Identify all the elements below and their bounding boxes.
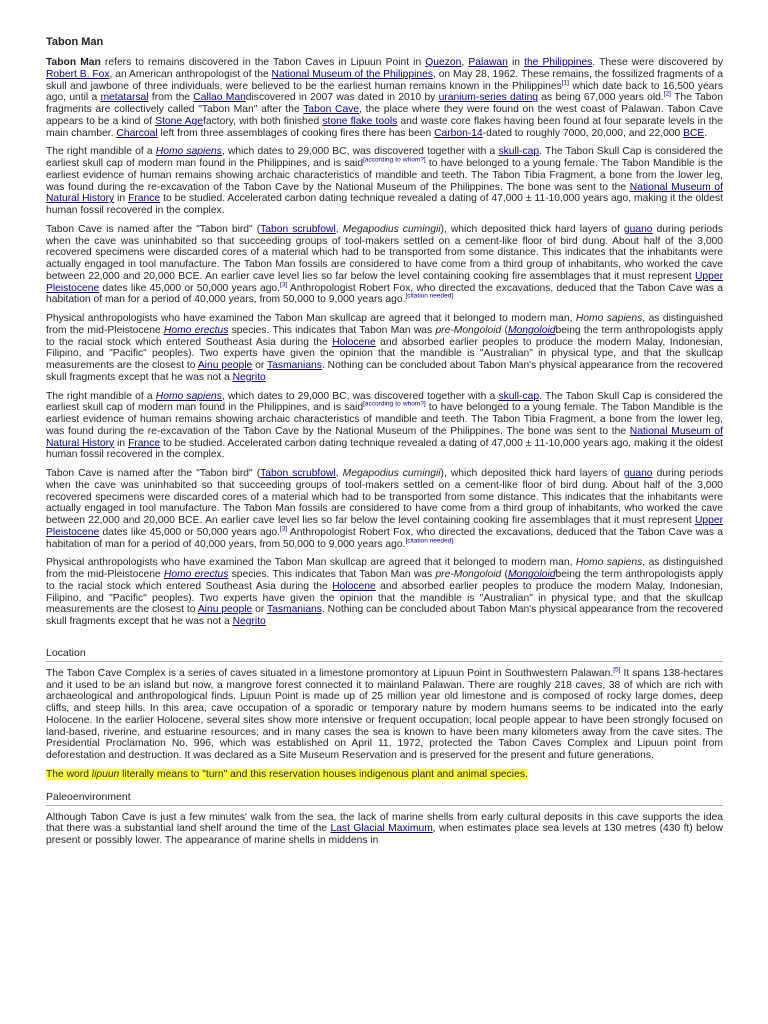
text-run: Anthropologist Robert Fox, who directed the excavations, deduced that the Tabon Cave was a habitation of man for a period of 40,000 years, from 50,000 to 9,000 years ago. — [46, 282, 723, 306]
paragraph — [46, 468, 723, 550]
text-run: -dated to roughly 7000, 20,000, and 22,000 — [482, 127, 684, 139]
link-negrito[interactable]: Negrito — [232, 616, 266, 627]
text-run: The right mandible of a — [46, 390, 156, 402]
citation-link[interactable]: [5] — [613, 666, 621, 674]
link-tasmanians[interactable]: Tasmanians — [266, 604, 322, 616]
text-run: The right mandible of a — [46, 146, 156, 158]
text-run: in — [507, 57, 525, 68]
text-run: to have belonged to a young female. The Tabon Mandible is the earliest evidence of human remains showing archaic characteristics of mandible and teeth. The Tabon Tibia Fragment, a bone from the lower leg, was found during the re-excavation of the Tabon Cave by the National Museum of the Philippines. The bone was sent to the — [46, 158, 723, 193]
link-tabon-cave[interactable]: Tabon Cave — [303, 104, 360, 115]
text-run: dates like 45,000 or 50,000 years ago. — [99, 282, 281, 294]
text-run: Physical anthropologists who have examined the Tabon Man skullcap are agreed that it belonged to modern man, — [46, 557, 576, 569]
text-run: ( — [501, 569, 508, 580]
italic-text: Homo sapiens — [575, 313, 643, 324]
text-run: , which dates to 29,000 BC, was discovered together with a — [221, 146, 499, 158]
text-highlight — [46, 769, 528, 780]
text-run: in — [114, 193, 129, 205]
link-homo-erectus[interactable]: Homo erectus — [163, 324, 229, 336]
text-run: , which dates to 29,000 BC, was discovered together with a — [221, 390, 499, 402]
text-run: , the place where they were found on the west coast of Palawan. Tabon Cave appears to be a kind of — [46, 104, 723, 127]
link-guano[interactable]: guano — [623, 223, 653, 235]
text-run: as being 67,000 years old. — [538, 92, 664, 104]
link-tabon-scrubfowl[interactable]: Tabon scrubfowl — [260, 223, 336, 235]
text-run: to have belonged to a young female. The Tabon Mandible is the earliest evidence of human remains showing archaic characteristics of mandible and teeth. The Tabon Tibia Fragment, a bone from the lower leg, was found during the re-excavation of the Tabon Cave by the National Museum of the Philippines. The bone was sent to the — [46, 402, 723, 437]
citation-link[interactable]: [according to whom?] — [363, 400, 426, 408]
text-run: . The Tabon Skull Cap is considered the earliest skull cap of modern man found in the Philippines, and is said — [46, 390, 723, 414]
link-tabon-scrubfowl[interactable]: Tabon scrubfowl — [260, 468, 336, 479]
link-charcoal[interactable]: Charcoal — [116, 127, 158, 139]
link-last-glacial-maximum[interactable]: Last Glacial Maximum — [330, 823, 433, 835]
paragraph — [46, 313, 723, 384]
text-run: Although Tabon Cave is just a few minutes' walk from the sea, the lack of marine shells from early cultural deposits in this cave supports the idea that there was a substantial land shelf around the time of the — [46, 811, 723, 835]
link-mongoloid[interactable]: Mongoloid — [507, 324, 556, 336]
text-run: left from three assemblages of cooking fires there has been — [157, 127, 435, 139]
text-run: , — [335, 223, 343, 235]
link-negrito[interactable]: Negrito — [232, 371, 266, 383]
highlighted-paragraph — [46, 769, 723, 781]
text-run: to be studied. Accelerated carbon dating technique revealed a dating of 47,000 ± 11-10,000 years ago, making it the oldest human fossil recovered in the complex. — [46, 437, 723, 461]
article-page — [46, 36, 723, 854]
text-run: , — [335, 468, 343, 479]
citation-link[interactable]: [2] — [663, 90, 671, 98]
link-homo-sapiens[interactable]: Homo sapiens — [155, 146, 222, 158]
text-run: Physical anthropologists who have examined the Tabon Man skullcap are agreed that it belonged to modern man, — [46, 313, 576, 324]
text-run: or — [252, 604, 267, 616]
citation-link[interactable]: [citation needed] — [405, 537, 454, 545]
link-france[interactable]: France — [128, 193, 161, 205]
italic-text: pre-Mongoloid — [435, 324, 502, 336]
link-skull-cap[interactable]: skull-cap — [498, 146, 540, 158]
link-holocene[interactable]: Holocene — [332, 580, 376, 592]
link-national-museum-of-natural-history[interactable]: National Museum of Natural History — [46, 181, 723, 205]
text-run: ( — [501, 324, 508, 336]
page-title: Tabon Man — [46, 36, 104, 48]
paragraph — [46, 557, 723, 628]
link-holocene[interactable]: Holocene — [332, 336, 376, 348]
link-tasmanians[interactable]: Tasmanians — [266, 360, 322, 371]
text-run: ), which deposited thick hard layers of — [440, 468, 624, 479]
link-skull-cap[interactable]: skull-cap — [498, 390, 540, 402]
link-metatarsal[interactable]: metatarsal — [100, 92, 149, 104]
text-run: being the term anthropologists apply to the racial stock which entered Southeast Asia during the — [46, 569, 724, 592]
paragraph — [46, 57, 723, 139]
text-run: which date back to 16,500 years ago, until a — [46, 80, 723, 104]
text-run: being the term anthropologists apply to the racial stock which entered Southeast Asia during the — [46, 324, 724, 348]
link-robert-b-fox[interactable]: Robert B. Fox — [46, 68, 110, 80]
text-run: from the — [148, 92, 194, 104]
italic-text: Megapodius cumingii — [342, 468, 441, 479]
link-upper-pleistocene[interactable]: Upper Pleistocene — [46, 515, 723, 538]
link-callao-man[interactable]: Callao Man — [193, 92, 246, 104]
text-run: . Nothing can be concluded about Tabon Man's physical appearance from the recovered skull fragments except that he was not a — [46, 604, 724, 627]
text-run: during periods when the cave was uninhabited so that succeeding groups of tool-makers settled on a cement-like floor of bird dung. About half of the 3,000 recovered specimens were discarded cores of a material which had to be transported from some distance. This indicates that the inhabitants were actually engaged in tool manufacture. The Tabon Man fossils are considered to have come from a third group of inhabitants, who worked the cave between 22,000 and 20,000 BCE. An earlier cave level lies so far below the level containing cooking fire assemblages that it must represent — [46, 468, 723, 526]
link-stone-flake-tools[interactable]: stone flake tools — [322, 115, 398, 127]
text-run: , as distinguished from the mid-Pleistocene — [46, 313, 723, 336]
citation-link[interactable]: [1] — [561, 79, 569, 87]
text-run: , on May 28, 1962. These remains, the fossilized fragments of a skull and jawbone of three individuals, were believed to be the earliest human remains known in the Philippines — [46, 68, 723, 92]
text-run: dates like 45,000 or 50,000 years ago. — [99, 526, 281, 538]
text-run: , an American anthropologist of the — [109, 68, 272, 80]
paragraph — [46, 224, 723, 306]
italic-text: Megapodius cumingii — [342, 223, 441, 235]
bold-term: Tabon Man — [46, 57, 101, 68]
italic-text: pre-Mongoloid — [435, 569, 502, 580]
link-ainu-people[interactable]: Ainu people — [197, 604, 253, 616]
link-the-philippines[interactable]: the Philippines — [524, 57, 593, 68]
text-run: . These were discovered by — [592, 57, 723, 68]
paragraph — [46, 668, 723, 762]
text-run: The Tabon Cave Complex is a series of caves situated in a limestone promontory at Lipuun Point in Southwestern Palawan. — [46, 667, 614, 679]
paragraph — [46, 146, 723, 217]
link-national-museum-of-natural-history[interactable]: National Museum of Natural History — [46, 425, 723, 449]
link-homo-sapiens[interactable]: Homo sapiens — [155, 390, 222, 402]
link-uranium-series-dating[interactable]: uranium-series dating — [438, 92, 539, 104]
text-run: The word — [46, 768, 92, 780]
text-run: . Nothing can be concluded about Tabon Man's physical appearance from the recovered skull fragments except that he was not a — [46, 360, 724, 383]
link-homo-erectus[interactable]: Homo erectus — [163, 569, 229, 580]
text-run: , when estimates place sea levels at 130 metres (430 ft) below present or possibly lower. The appearance of marine shells in middens in — [46, 823, 724, 846]
text-run: and absorbed earlier peoples to produce the modern Malay, Indonesian, Filipino, and "Pacific" peoples). Two experts have given the opinion that the mandible is "Australian" in physical type, and that the skullcap measurements are the closest to — [46, 336, 723, 371]
text-run: . The Tabon Skull Cap is considered the earliest skull cap of modern man found in the Philippines, and is said — [46, 146, 723, 169]
link-france[interactable]: France — [128, 437, 161, 449]
text-run: species. This indicates that Tabon Man was — [228, 569, 436, 580]
text-run: to be studied. Accelerated carbon dating technique revealed a dating of 47,000 ± 11-10,000 years ago, making it the oldest human fossil recovered in the complex. — [46, 193, 723, 216]
paragraph — [46, 391, 723, 462]
link-quezon[interactable]: Quezon — [425, 57, 462, 68]
text-run: Tabon Cave is named after the "Tabon bird" ( — [46, 468, 261, 479]
link-stone-age[interactable]: Stone Age — [155, 115, 203, 127]
italic-text: Homo sapiens — [575, 557, 643, 569]
text-run: during periods when the cave was uninhabited so that succeeding groups of tool-makers settled on a cement-like floor of bird dung. About half of the 3,000 recovered specimens were discarded cores of a material which had to be transported from some distance. This indicates that the inhabitants were actually engaged in tool manufacture. The Tabon Man fossils are considered to have come from a third group of inhabitants, who worked the cave between 22,000 and 20,000 BCE. An earlier cave level lies so far below the level containing cooking fire assemblages that it must represent — [46, 223, 723, 282]
text-run: literally means to "turn" and this reservation houses indigenous plant and animal species. — [119, 768, 528, 780]
text-run: It spans 138-hectares and it used to be an island but now, a mangrove forest connected it to mainland Palawan. There are roughly 218 caves, 38 of which are rich with archaeological and anthropological finds. Lipuun Point is made up of 25 million year old limestone and is composed of rocky large domes, deep cliffs, and steep hills. In this area, cave occupation of a sporadic or temporary nature by modern humans seems to be indicated into the early Holocene. In the earlier Holocene, several sites show more intensive or frequent occupation; local people appear to have been strongly focused on land-based, riverine, and estuarine resources; and in many cases the sea is known to have been many kilometers away from the cave sites. The Presidential Proclamation No. 996, which was established on April 11, 1972, protected the Tabon Caves Complex and Lipuun point from deforestation and destruction. It was declared as a Site Museum Reservation and is preserved for the present and future generations. — [46, 667, 723, 761]
text-run: , as distinguished from the mid-Pleistocene — [46, 557, 723, 580]
text-run: in — [114, 437, 129, 449]
text-run: factory, with both finished — [203, 115, 323, 127]
link-ainu-people[interactable]: Ainu people — [197, 360, 253, 371]
text-run: Anthropologist Robert Fox, who directed the excavations, deduced that the Tabon Cave was a habitation of man for a period of 40,000 years, from 50,000 to 9,000 years ago. — [46, 526, 723, 550]
section-heading-paleoenvironment: Paleoenvironment — [46, 791, 723, 806]
link-national-museum-of-the-philippines[interactable]: National Museum of the Philippines — [271, 68, 433, 80]
link-bce[interactable]: BCE — [683, 127, 705, 139]
italic-text: lipuun — [91, 768, 120, 780]
citation-link[interactable]: [according to whom?] — [363, 156, 426, 164]
text-run: or — [252, 360, 267, 371]
citation-link[interactable]: [3] — [280, 281, 288, 289]
citation-link[interactable]: [citation needed] — [405, 292, 454, 300]
paragraph — [46, 812, 723, 847]
text-run: and waste core flakes having been found at four separate levels in the main chamber. — [46, 115, 723, 139]
text-run: refers to remains discovered in the Tabon Caves in Lipuun Point in — [100, 57, 426, 68]
citation-link[interactable]: [3] — [280, 525, 288, 533]
link-upper-pleistocene[interactable]: Upper Pleistocene — [46, 270, 723, 294]
link-mongoloid[interactable]: Mongoloid — [507, 569, 556, 580]
text-run: The Tabon fragments are collectively called "Tabon Man" after the — [46, 92, 723, 115]
text-run: species. This indicates that Tabon Man was — [228, 324, 436, 336]
text-run: discovered in 2007 was dated in 2010 by — [245, 92, 439, 104]
text-run: ), which deposited thick hard layers of — [440, 223, 624, 235]
text-run: and absorbed earlier peoples to produce the modern Malay, Indonesian, Filipino, and "Pacific" peoples). Two experts have given the opinion that the mandible is "Australian" in physical type, and that the skullcap measurements are the closest to — [46, 580, 723, 616]
link-carbon-14[interactable]: Carbon-14 — [434, 127, 483, 139]
text-run: , — [461, 57, 469, 68]
article-body — [46, 57, 723, 847]
text-run: . — [704, 127, 708, 139]
link-guano[interactable]: guano — [623, 468, 653, 479]
section-heading-location: Location — [46, 647, 723, 662]
link-palawan[interactable]: Palawan — [468, 57, 508, 68]
text-run: Tabon Cave is named after the "Tabon bird" ( — [46, 223, 261, 235]
